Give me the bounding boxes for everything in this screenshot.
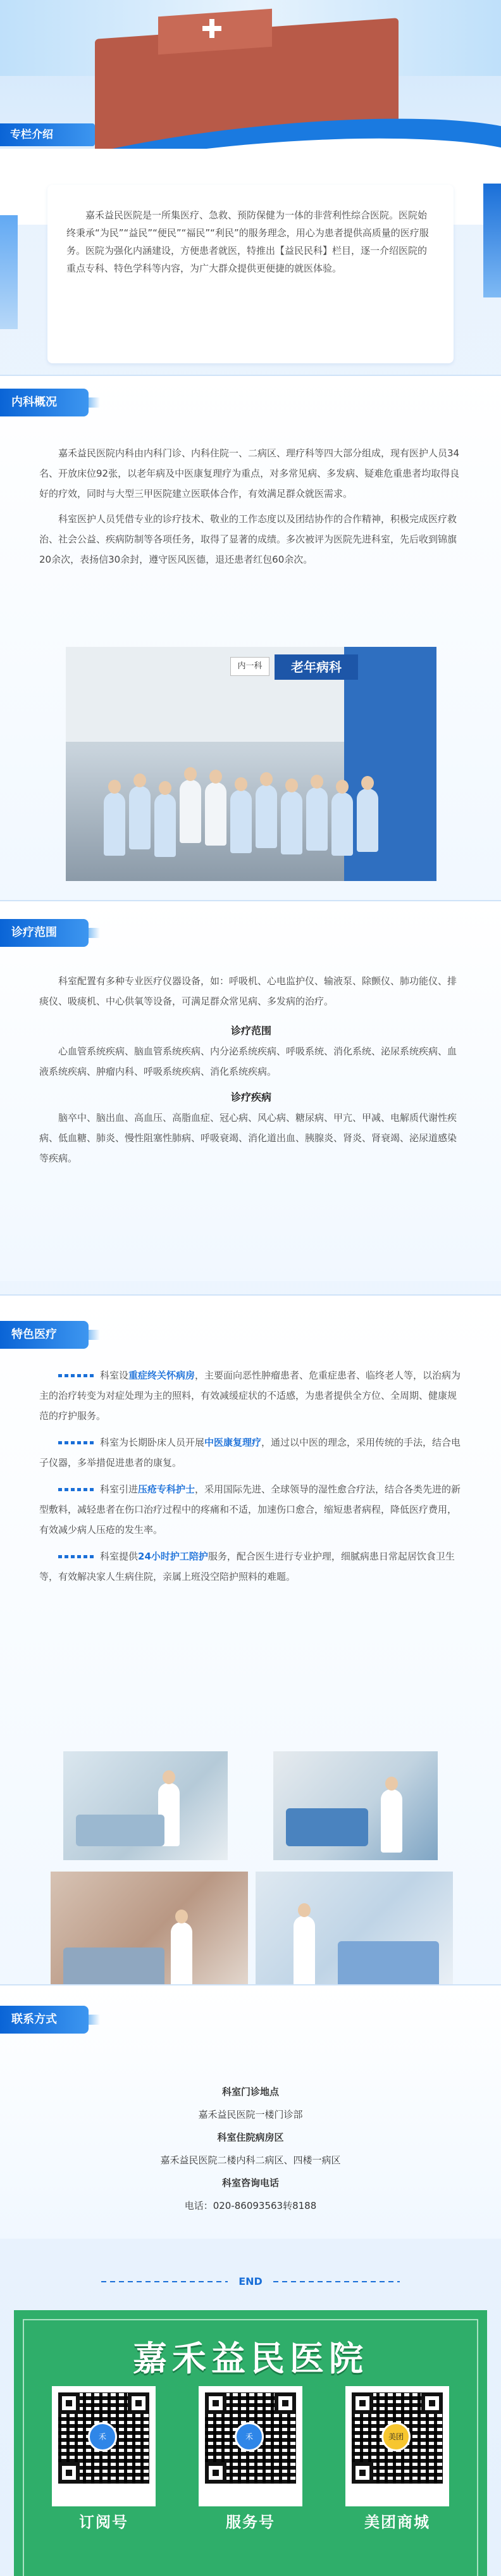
section-contact bbox=[0, 1984, 501, 2239]
hospital-logo-icon: 禾 bbox=[88, 2422, 117, 2451]
disease-text: 脑卒中、脑出血、高血压、高脂血症、冠心病、风心病、糖尿病、甲亢、甲减、电解质代谢性疾病、低血糖、肺炎、慢性阻塞性肺病、呼吸衰竭、消化道出血、胰腺炎、肾炎、肾衰竭、泌尿道感染等疾病。 bbox=[39, 1112, 457, 1164]
special-list bbox=[39, 1365, 463, 1587]
phone-text: 电话：020-86093563转8188 bbox=[184, 2200, 317, 2211]
staff-group-photo bbox=[66, 647, 436, 881]
qr-label: 订阅号 bbox=[79, 2513, 128, 2531]
section-tag-scope: 诊疗范围 bbox=[0, 919, 89, 947]
special-item-2: 科室为长期卧床人员开展中医康复理疗，通过以中医的理念，采用传统的手法，结合电子仪器，多举措促进患者的康复。 bbox=[39, 1437, 461, 1468]
bar-mark-icon bbox=[58, 1441, 96, 1444]
footer-brand: 嘉禾益民医院 bbox=[133, 2339, 368, 2379]
internal-paragraph-1: 嘉禾益民医院内科由内科门诊、内科住院一、二病区、理疗科等四大部分组成，现有医护人员34名、开放床位92张，以老年病及中医康复理疗为重点，对多常见病、多发病、疑难危重患者均取得良好的疗效，同时与大型三甲医院建立医联体合作，有效满足群众就医需求。 bbox=[39, 447, 460, 499]
ward-title: 科室住院病房区 bbox=[217, 2132, 284, 2143]
intro-card bbox=[47, 185, 454, 363]
bar-mark-icon bbox=[58, 1555, 96, 1558]
department-sign: 老年病科 bbox=[275, 654, 358, 680]
contact-info bbox=[61, 2080, 440, 2217]
range-text: 心血管系统疾病、脑血管系统疾病、内分泌系统疾病、呼吸系统、消化系统、泌尿系统疾病、血液系统疾病、肿瘤内科、呼吸系统疾病、消化系统疾病。 bbox=[39, 1046, 457, 1077]
bar-mark-icon bbox=[58, 1488, 96, 1491]
location-text: 嘉禾益民医院一楼门诊部 bbox=[198, 2109, 303, 2120]
care-photo-2 bbox=[273, 1751, 438, 1860]
disease-title: 诊疗疾病 bbox=[230, 1091, 271, 1103]
section-tag-special: 特色医疗 bbox=[0, 1321, 89, 1349]
location-title: 科室门诊地点 bbox=[221, 2086, 279, 2098]
meituan-logo-icon: 美团 bbox=[381, 2422, 411, 2451]
bar-mark-icon bbox=[58, 1374, 96, 1377]
hospital-logo-icon: 禾 bbox=[235, 2422, 264, 2451]
qr-label: 服务号 bbox=[226, 2513, 275, 2531]
intro-text: 嘉禾益民医院是一所集医疗、急救、预防保健为一体的非营利性综合医院。医院始终秉承“为民”“益民”“便民”“福民”“利民”的服务理念，用心为患者提供高质量的医疗服务。医院为强化内涵建设，方便患者就医，特推出【益民民科】栏目，逐一介绍医院的重点专科、特色学科等内容，为广大群众提供更便捷的就医体验。 bbox=[66, 209, 429, 274]
department-board: 内一科 bbox=[230, 657, 269, 676]
section-tag-contact: 联系方式 bbox=[0, 2006, 89, 2034]
qr-service[interactable] bbox=[199, 2386, 302, 2531]
scope-paragraph: 科室配置有多种专业医疗仪器设备，如：呼吸机、心电监护仪、输液泵、除颤仪、肺功能仪、排痰仪、吸痰机、中心供氧等设备，可满足群众常见病、多发病的治疗。 bbox=[39, 975, 457, 1007]
footer-qr-panel bbox=[14, 2310, 487, 2576]
special-item-3: 科室引进压疮专科护士，采用国际先进、全球领导的湿性愈合疗法，结合各类先进的新型敷料，减轻患者在伤口治疗过程中的疼痛和不适，加速伤口愈合，缩短患者病程，降低医疗费用，有效减少病人压疮的发生率。 bbox=[39, 1484, 461, 1535]
special-item-1: 科室设重症终关怀病房，主要面向恶性肿瘤患者、危重症患者、临终老人等，以治病为主的治疗转变为对症处理为主的照料，有效减缓症状的不适感，为患者提供全方位、全周期、健康规范的疗护服务。 bbox=[39, 1370, 461, 1422]
section-internal bbox=[0, 375, 501, 901]
internal-paragraph-2: 科室医护人员凭借专业的诊疗技术、敬业的工作态度以及团结协作的合作精神，积极完成医疗救治、社会公益、疾病防制等各项任务，取得了显著的成绩。多次被评为医院先进科室，先后收到锦旗20余次，表扬信30余封，遵守医风医德，退还患者红包60余次。 bbox=[39, 513, 457, 565]
phone-title: 科室咨询电话 bbox=[221, 2177, 279, 2189]
section-scope bbox=[0, 900, 501, 1281]
care-photo-1 bbox=[63, 1751, 228, 1860]
section-tag-intro: 专栏介绍 bbox=[0, 123, 95, 146]
section-tag-internal: 内科概况 bbox=[0, 389, 89, 416]
qr-label: 美团商城 bbox=[364, 2513, 430, 2531]
qr-meituan[interactable] bbox=[345, 2386, 449, 2531]
qr-subscription[interactable] bbox=[52, 2386, 156, 2531]
end-divider bbox=[0, 2272, 501, 2291]
special-item-4: 科室提供24小时护工陪护服务，配合医生进行专业护理，细腻病患日常起居饮食卫生等，有效解决家人生病住院，亲属上班没空陪护照料的难题。 bbox=[39, 1551, 455, 1582]
ward-text: 嘉禾益民医院二楼内科二病区、四楼一病区 bbox=[160, 2154, 341, 2166]
range-title: 诊疗范围 bbox=[230, 1025, 271, 1037]
red-cross-icon bbox=[202, 19, 221, 38]
end-label: END bbox=[238, 2275, 263, 2287]
section-special bbox=[0, 1294, 501, 1985]
